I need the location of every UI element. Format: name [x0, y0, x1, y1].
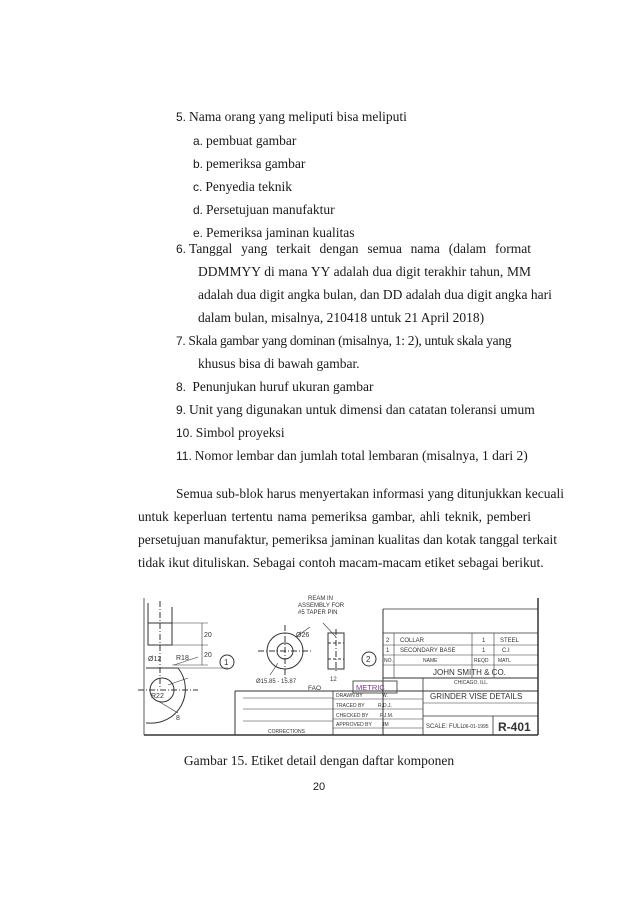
list-item-6-line1	[176, 240, 531, 258]
dim-8: 8	[176, 715, 180, 722]
list-item-7-line1	[176, 332, 511, 350]
corrections-label: CORRECTIONS	[268, 729, 305, 735]
list-text: Unit yang digunakan untuk dimensi dan catatan toleransi umum	[189, 402, 535, 417]
list-text: Tanggal yang terkait dengan semua nama (dalam format	[189, 241, 531, 256]
paragraph-line-1: Semua sub-blok harus menyertakan informasi yang ditunjukkan kecuali	[176, 486, 565, 501]
parts-row-1-req: 1	[482, 638, 486, 644]
company-name: JOHN SMITH & CO.	[433, 668, 506, 677]
list-text: Penunjukan huruf ukuran gambar	[189, 379, 374, 394]
list-item-5	[176, 108, 407, 126]
sub-item-a	[193, 132, 296, 150]
ream-note-line2: ASSEMBLY FOR	[298, 603, 345, 609]
dim-d12: Ø12	[148, 656, 162, 663]
dim-20b: 20	[204, 652, 212, 659]
sub-text: Penyedia teknik	[205, 179, 292, 194]
date-label: 06-01-1995	[463, 724, 489, 730]
parts-header-no: NO.	[384, 658, 393, 664]
signoff-traced-label: TRACED BY	[336, 703, 365, 709]
sub-text: pembuat gambar	[206, 133, 297, 148]
signoff-approved-value: JM	[382, 722, 389, 728]
signoff-traced-value: R.D.J.	[378, 703, 392, 709]
company-city: CHICAGO, ILL.	[454, 680, 489, 686]
signoff-drawn-label: DRAWN BY	[336, 693, 363, 699]
list-item-11	[176, 447, 528, 465]
sub-letter: a.	[193, 134, 204, 148]
signoff-approved-label: APPROVED BY	[336, 722, 372, 728]
list-text: Skala gambar yang dominan (misalnya, 1: 2), untuk skala yang	[188, 333, 512, 348]
list-item-8	[176, 378, 373, 396]
parts-row-1-name: COLLAR	[400, 638, 425, 644]
parts-header-name: NAME	[423, 658, 438, 664]
list-number: 11.	[176, 449, 192, 463]
sub-item-b	[193, 155, 305, 173]
page-number: 20	[312, 781, 326, 793]
list-item-9	[176, 401, 535, 419]
parts-row-2-name: SECONDARY BASE	[400, 648, 456, 654]
balloon-2-label: 2	[366, 655, 371, 664]
sub-text: pemeriksa gambar	[206, 156, 306, 171]
dim-r22: R22	[151, 693, 164, 700]
paragraph-line-2: untuk keperluan tertentu nama pemeriksa gambar, ahli teknik, pemberi	[138, 509, 531, 524]
list-item-6-line2: DDMMYY di mana YY adalah dua digit terakhir tahun, MM	[198, 264, 531, 279]
ream-note-line1: REAM IN	[308, 596, 334, 602]
list-number: 6.	[176, 242, 187, 256]
parts-row-2-req: 1	[482, 648, 486, 654]
dim-d1585: Ø15.85 - 15.87	[256, 679, 297, 685]
list-number: 5.	[176, 110, 187, 124]
parts-row-2-matl: C.I	[502, 648, 510, 654]
signoff-drawn-value: W.	[382, 693, 388, 699]
list-number: 8.	[176, 380, 187, 394]
parts-header-matl: MATL	[498, 658, 511, 664]
list-item-10	[176, 424, 285, 442]
parts-header-req: REQD	[474, 658, 489, 664]
dim-12b: 12	[330, 677, 337, 683]
figure-caption: Gambar 15. Etiket detail dengan daftar komponen	[183, 753, 455, 768]
dim-20a: 20	[204, 632, 212, 639]
sub-letter: e.	[193, 226, 204, 240]
signoff-checked-value: F.J.M.	[380, 713, 394, 719]
paragraph-line-4: tidak ikut dituliskan. Sebagai contoh macam-macam etiket sebagai berikut.	[138, 555, 544, 570]
dim-d26: Ø26	[296, 632, 310, 639]
ream-note-line3: #5 TAPER PIN	[298, 610, 338, 616]
scale-label: SCALE: FULL	[426, 724, 464, 730]
fao-label: FAO	[308, 685, 322, 692]
drawing-title: GRINDER VISE DETAILS	[430, 692, 523, 701]
dim-r18: R18	[176, 655, 189, 662]
sub-text: Pemeriksa jaminan kualitas	[206, 225, 355, 240]
title-block-figure	[138, 593, 546, 740]
parts-row-1-no: 2	[386, 638, 390, 644]
list-item-7-line2: khusus bisa di bawah gambar.	[198, 356, 360, 371]
list-text: Nama orang yang meliputi bisa meliputi	[189, 109, 407, 124]
sub-text: Persetujuan manufaktur	[206, 202, 335, 217]
list-item-6-line3: adalah dua digit angka bulan, dan DD adalah dua digit angka hari	[198, 287, 552, 302]
sub-letter: d.	[193, 203, 204, 217]
sub-letter: b.	[193, 157, 204, 171]
metric-label: METRIC	[356, 683, 385, 692]
list-text: Nomor lembar dan jumlah total lembaran (misalnya, 1 dari 2)	[194, 448, 528, 463]
parts-row-2-no: 1	[386, 648, 390, 654]
signoff-checked-label: CHECKED BY	[336, 713, 369, 719]
drawing-number: R-401	[498, 720, 531, 734]
list-number: 10.	[176, 426, 193, 440]
list-text: Simbol proyeksi	[195, 425, 285, 440]
balloon-1-label: 1	[224, 658, 229, 667]
sub-letter: c.	[193, 180, 203, 194]
sub-item-d	[193, 201, 335, 219]
sub-item-c	[193, 178, 292, 196]
list-number: 7.	[176, 334, 186, 348]
parts-row-1-matl: STEEL	[500, 638, 520, 644]
paragraph-line-3: persetujuan manufaktur, pemeriksa jaminan kualitas dan kotak tanggal terkait	[138, 532, 557, 547]
list-item-6-line4: dalam bulan, misalnya, 210418 untuk 21 April 2018)	[198, 310, 485, 325]
list-number: 9.	[176, 403, 187, 417]
